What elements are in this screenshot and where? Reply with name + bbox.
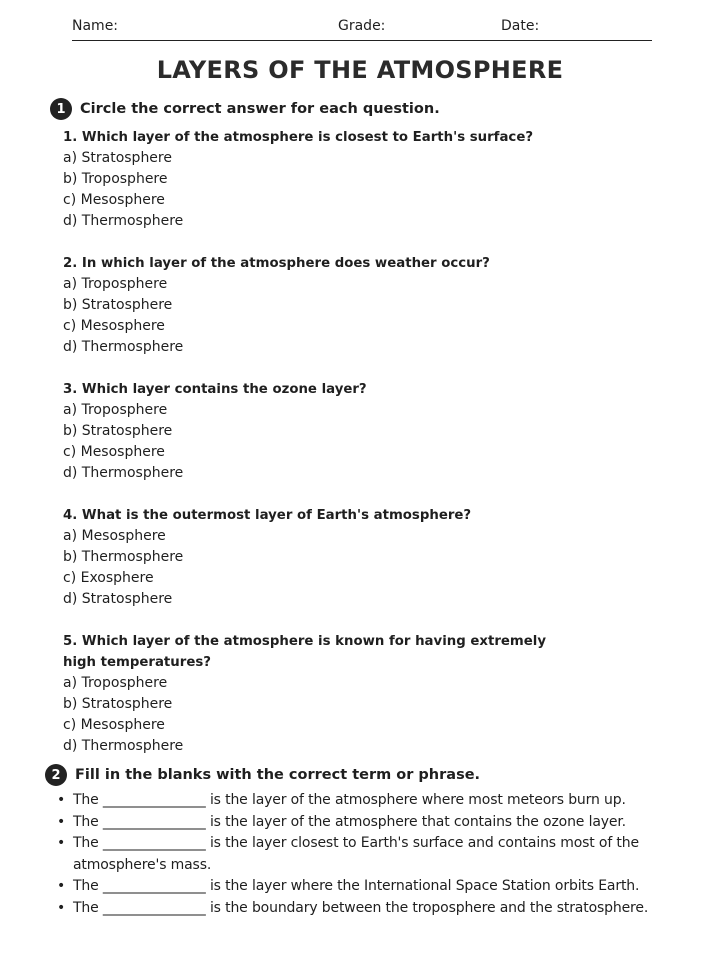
section-1-number-badge: 1 (50, 98, 72, 120)
fill-in-blank-item[interactable] (54, 898, 714, 920)
bullet-icon: • (57, 792, 66, 808)
answer-option[interactable]: b) Thermosphere (63, 549, 184, 565)
student-info-line (72, 16, 652, 41)
question-text: 5. Which layer of the atmosphere is known for having extremely high temperatures? (63, 634, 546, 670)
fill-in-blank-item[interactable] (54, 790, 714, 812)
answer-option[interactable]: b) Stratosphere (63, 423, 173, 439)
fill-in-blank-text: The _______________ is the boundary between the troposphere and the stratosphere. (73, 899, 649, 916)
answer-option[interactable]: c) Mesosphere (63, 192, 165, 208)
question-text: 4. What is the outermost layer of Earth's atmosphere? (63, 508, 472, 523)
answer-option[interactable]: d) Thermosphere (63, 465, 184, 481)
name-label: Name: (72, 18, 119, 34)
answer-option[interactable]: a) Troposphere (63, 402, 168, 418)
fill-in-blank-item[interactable] (54, 812, 714, 834)
section-1-instruction: Circle the correct answer for each question. (80, 101, 440, 117)
section-2-number-badge: 2 (45, 764, 67, 786)
grade-label: Grade: (338, 18, 386, 34)
fill-in-blank-text: The _______________ is the layer of the atmosphere that contains the ozone layer. (73, 813, 626, 830)
fill-in-blank-list (54, 790, 714, 919)
answer-option[interactable]: d) Thermosphere (63, 339, 184, 355)
answer-option[interactable]: a) Troposphere (63, 276, 168, 292)
answer-option[interactable]: c) Mesosphere (63, 318, 165, 334)
fill-in-blank-text: The _______________ is the layer of the atmosphere where most meteors burn up. (73, 792, 626, 808)
answer-option[interactable]: c) Mesosphere (63, 717, 165, 733)
section-2-heading (45, 764, 480, 786)
fill-in-blank-item[interactable] (54, 876, 714, 898)
section-1-heading (50, 98, 440, 120)
answer-option[interactable]: d) Thermosphere (63, 738, 184, 754)
bullet-icon: • (57, 878, 66, 894)
answer-option[interactable]: b) Troposphere (63, 171, 168, 187)
answer-option[interactable]: a) Troposphere (63, 675, 168, 691)
fill-in-blank-text: The _______________ is the layer where the International Space Station orbits Earth. (73, 878, 640, 894)
answer-option[interactable]: b) Stratosphere (63, 297, 173, 313)
date-label: Date: (501, 18, 540, 34)
bullet-icon: • (57, 813, 66, 830)
answer-option[interactable]: c) Exosphere (63, 570, 154, 586)
bullet-icon: • (57, 835, 66, 851)
question-text: 3. Which layer contains the ozone layer? (63, 382, 367, 397)
question-list (63, 127, 683, 757)
section-2-instruction: Fill in the blanks with the correct term or phrase. (75, 767, 481, 783)
question (63, 505, 683, 610)
answer-option[interactable]: a) Stratosphere (63, 150, 172, 166)
question (63, 379, 683, 484)
answer-option[interactable]: a) Mesosphere (63, 528, 166, 544)
question (63, 631, 683, 757)
answer-option[interactable]: b) Stratosphere (63, 696, 173, 712)
answer-option[interactable]: c) Mesosphere (63, 444, 165, 460)
answer-option[interactable]: d) Thermosphere (63, 213, 184, 229)
bullet-icon: • (57, 899, 66, 916)
question (63, 253, 683, 358)
question (63, 127, 683, 232)
page-title: LAYERS OF THE ATMOSPHERE (156, 56, 564, 84)
answer-option[interactable]: d) Stratosphere (63, 591, 173, 607)
question-text: 2. In which layer of the atmosphere does weather occur? (63, 256, 490, 271)
question-text: 1. Which layer of the atmosphere is closest to Earth's surface? (63, 130, 534, 145)
fill-in-blank-text: The _______________ is the layer closest to Earth's surface and contains most of the atmosphere's mass. (73, 835, 639, 873)
fill-in-blank-item[interactable] (54, 833, 714, 876)
